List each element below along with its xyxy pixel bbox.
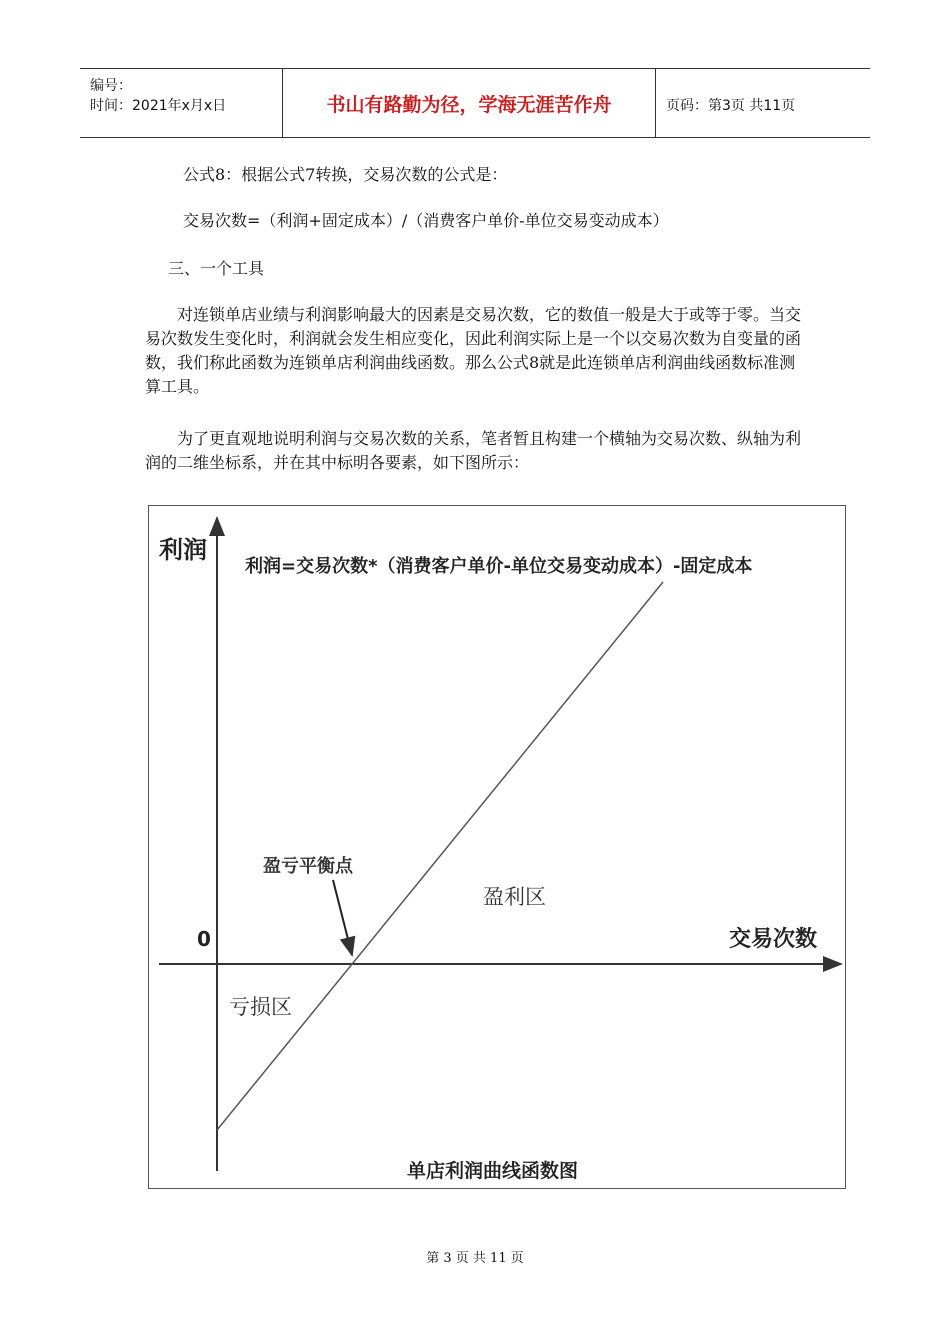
profit-curve-diagram [149, 506, 845, 1188]
page-header [80, 68, 870, 138]
header-page-cell [656, 69, 870, 137]
time-label: 时间：2021年x月x日 [90, 98, 227, 114]
header-meta-cell [80, 69, 283, 137]
x-axis-label: 交易次数 [729, 927, 818, 952]
serial-label: 编号： [90, 78, 132, 94]
figure-caption: 单店利润曲线函数图 [407, 1160, 579, 1182]
profit-curve-figure [148, 505, 846, 1189]
header-motto: 书山有路勤为径，学海无涯苦作舟 [326, 94, 612, 116]
formula-label: 利润=交易次数*（消费客户单价-单位交易变动成本）-固定成本 [245, 556, 753, 577]
profit-zone-label: 盈利区 [483, 885, 546, 909]
origin-label: 0 [197, 927, 211, 951]
header-page-info: 页码：第3页 共11页 [666, 98, 796, 114]
breakeven-label: 盈亏平衡点 [263, 856, 353, 877]
paragraph-2: 为了更直观地说明利润与交易次数的关系，笔者暂且构建一个横轴为交易次数、纵轴为利润的二维坐标系，并在其中标明各要素，如下图所示： [145, 429, 802, 472]
y-axis-label: 利润 [159, 536, 207, 564]
formula8-intro: 公式8：根据公式7转换，交易次数的公式是： [183, 165, 508, 184]
section3-title: 三、一个工具 [168, 259, 265, 278]
page-footer: 第 3 页 共 11 页 [426, 1251, 524, 1266]
breakeven-pointer [333, 880, 352, 955]
formula8: 交易次数=（利润+固定成本）/（消费客户单价-单位交易变动成本） [183, 211, 669, 230]
header-motto-cell [283, 69, 656, 137]
paragraph-1: 对连锁单店业绩与利润影响最大的因素是交易次数，它的数值一般是大于或等于零。当交易次数发生变化时，利润就会发生相应变化，因此利润实际上是一个以交易次数为自变量的函数，我们称此函数为连锁单店利润曲线函数。那么公式8就是此连锁单店利润曲线函数标准测算工具。 [145, 305, 802, 396]
loss-zone-label: 亏损区 [229, 995, 292, 1019]
